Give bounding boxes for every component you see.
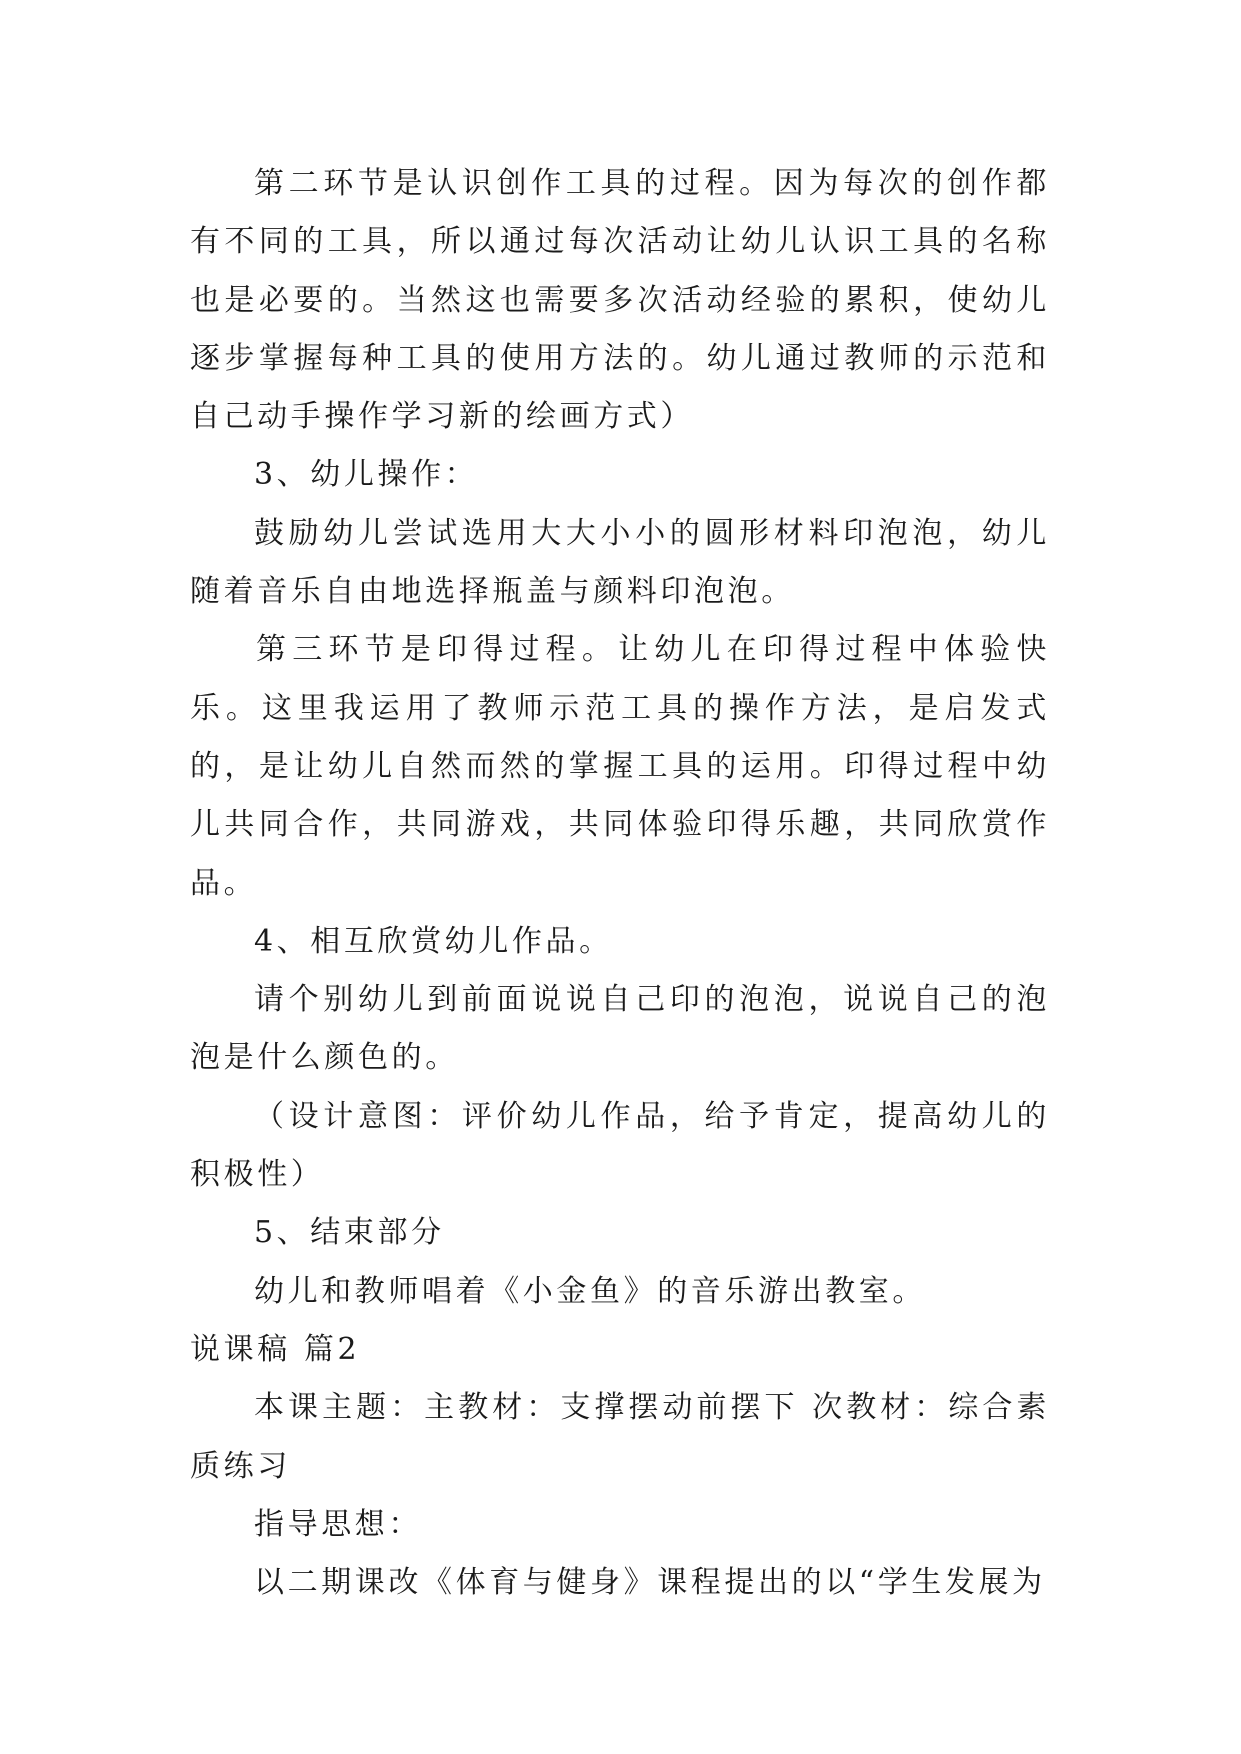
paragraph-share-bubbles: 请个别幼儿到前面说说自己印的泡泡，说说自己的泡泡是什么颜色的。 (190, 982, 1050, 1076)
paragraph-stage-two: 第二环节是认识创作工具的过程。因为每次的创作都有不同的工具，所以通过每次活动让幼儿认识工具的名称也是必要的。当然这也需要多次活动经验的累积，使幼儿逐步掌握每种工具的使用方法的。幼儿通过教师的示范和自己动手操作学习新的绘画方式） (190, 166, 1050, 435)
paragraph-step-4-title: 4、相互欣赏幼儿作品。 (254, 923, 613, 959)
paragraph-lesson-topic: 本课主题：主教材：支撑摆动前摆下 次教材：综合素质练习 (190, 1390, 1050, 1484)
paragraph-step-3-title: 3、幼儿操作： (254, 457, 479, 493)
paragraph-guiding-thought-title: 指导思想： (254, 1506, 422, 1542)
paragraph-child-operation: 鼓励幼儿尝试选用大大小小的圆形材料印泡泡，幼儿随着音乐自由地选择瓶盖与颜料印泡泡。 (190, 515, 1050, 610)
section-heading: 说课稿 篇2 (190, 1331, 361, 1367)
paragraph-step-5-title: 5、结束部分 (254, 1215, 445, 1251)
paragraph-design-intent: （设计意图：评价幼儿作品，给予肯定，提高幼儿的积极性） (190, 1098, 1050, 1193)
paragraph-guiding-thought: 以二期课改《体育与健身》课程提出的以“学生发展为 (254, 1565, 1046, 1601)
paragraph-stage-three: 第三环节是印得过程。让幼儿在印得过程中体验快乐。这里我运用了教师示范工具的操作方法，是启发式的，是让幼儿自然而然的掌握工具的运用。印得过程中幼儿共同合作，共同游戏，共同体验印得乐趣，共同欣赏作品。 (190, 632, 1050, 901)
paragraph-ending: 幼儿和教师唱着《小金鱼》的音乐游出教室。 (254, 1273, 926, 1309)
document-body (190, 155, 1050, 1612)
